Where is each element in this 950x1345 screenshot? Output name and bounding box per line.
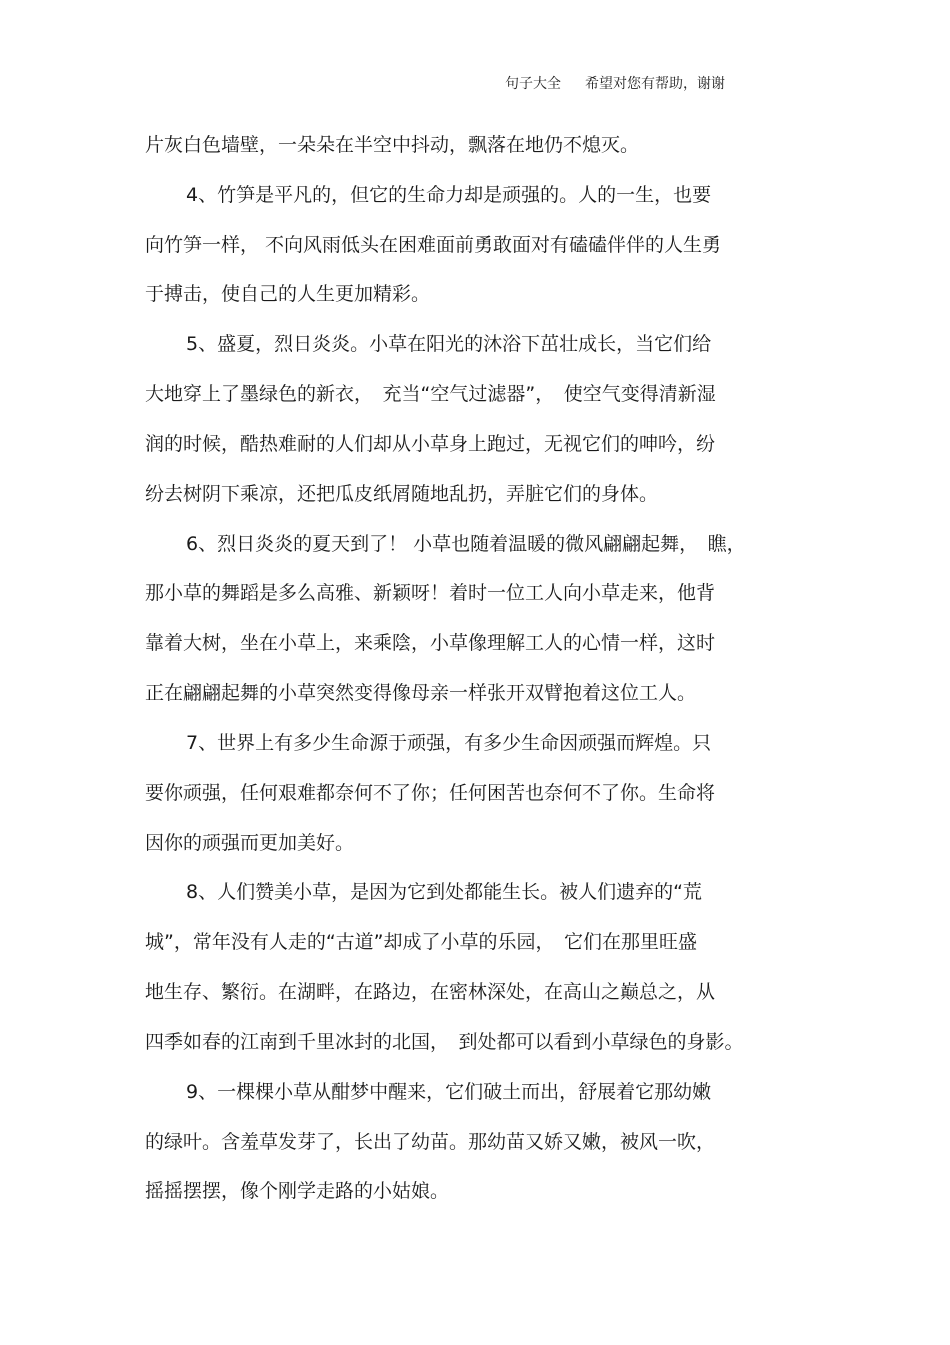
text-line: 于搏击，使自己的人生更加精彩。 <box>145 283 431 305</box>
paragraph-5-line: 5、盛夏，烈日炎炎。小草在阳光的沐浴下茁壮成长，当它们给 <box>186 333 712 355</box>
text-line: 的绿叶。含羞草发芽了，长出了幼苗。那幼苗又娇又嫩，被风一吹， <box>145 1131 716 1153</box>
text-line: 四季如春的江南到千里冰封的北国， 到处都可以看到小草绿色的身影。 <box>145 1031 744 1053</box>
paragraph-8-line: 8、人们赞美小草，是因为它到处都能生长。被人们遗弃的“荒 <box>186 881 702 903</box>
paragraph-9-line: 9、一棵棵小草从酣梦中醒来，它们破土而出，舒展着它那幼嫩 <box>186 1081 712 1103</box>
text-line: 那小草的舞蹈是多么高雅、新颖呀！着时一位工人向小草走来，他背 <box>145 582 716 604</box>
text-line: 因你的顽强而更加美好。 <box>145 832 355 854</box>
text-line: 润的时候，酷热难耐的人们却从小草身上跑过，无视它们的呻吟，纷 <box>145 433 716 455</box>
paragraph-7-line: 7、世界上有多少生命源于顽强，有多少生命因顽强而辉煌。只 <box>186 732 712 754</box>
text-line: 地生存、繁衍。在湖畔，在路边，在密林深处，在高山之巅总之，从 <box>145 981 716 1003</box>
paragraph-6-line: 6、烈日炎炎的夏天到了！ 小草也随着温暖的微风翩翩起舞， 瞧， <box>186 533 746 555</box>
text-line: 城”，常年没有人走的“古道”却成了小草的乐园， 它们在那里旺盛 <box>145 931 698 953</box>
text-line: 要你顽强，任何艰难都奈何不了你；任何困苦也奈何不了你。生命将 <box>145 782 716 804</box>
page-header <box>505 74 725 94</box>
text-line: 靠着大树，坐在小草上，来乘陰，小草像理解工人的心情一样，这时 <box>145 632 716 654</box>
text-line: 正在翩翩起舞的小草突然变得像母亲一样张开双臂抱着这位工人。 <box>145 682 697 704</box>
text-line: 片灰白色墙壁，一朵朵在半空中抖动，飘落在地仍不熄灭。 <box>145 134 640 156</box>
text-line: 大地穿上了墨绿色的新衣， 充当“空气过滤器”， 使空气变得清新湿 <box>145 383 716 405</box>
text-line: 向竹笋一样， 不向风雨低头在困难面前勇敢面对有磕磕伴伴的人生勇 <box>145 234 722 256</box>
text-line: 纷去树阴下乘凉，还把瓜皮纸屑随地乱扔，弄脏它们的身体。 <box>145 483 659 505</box>
text-line: 摇摇摆摆，像个刚学走路的小姑娘。 <box>145 1180 450 1202</box>
header-left-text: 句子大全 <box>505 76 561 92</box>
header-right-text: 希望对您有帮助，谢谢 <box>585 76 725 92</box>
paragraph-4-line: 4、竹笋是平凡的，但它的生命力却是顽强的。人的一生，也要 <box>186 184 712 206</box>
